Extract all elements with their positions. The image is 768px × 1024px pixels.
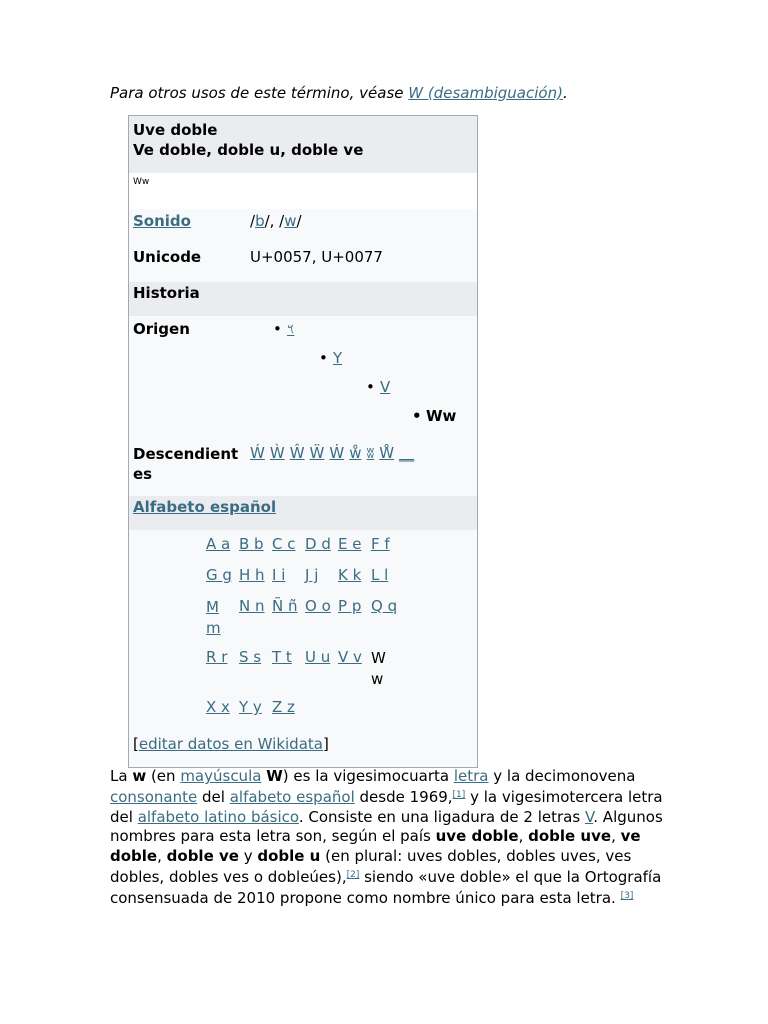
letter-link[interactable]: P p — [338, 597, 362, 615]
text: ) es la vigesimocuarta — [282, 767, 454, 785]
letter-link[interactable]: V v — [338, 648, 362, 666]
descendant-link[interactable]: Ẇ — [329, 444, 345, 462]
letter-link[interactable]: E e — [338, 535, 362, 553]
bold-term: ve doble — [110, 827, 641, 865]
slash: /, / — [264, 212, 285, 230]
historia-heading: Historia — [129, 282, 477, 316]
bold-term: doble u — [257, 846, 321, 865]
bracket: ] — [322, 735, 329, 753]
row-origen — [129, 316, 477, 442]
letter-link[interactable]: Ñ ñ — [272, 597, 298, 615]
letter-link[interactable]: O o — [305, 597, 331, 615]
slash: / — [250, 212, 256, 230]
letter-link[interactable]: M m — [206, 598, 221, 637]
text: . Algunos nombres para esta letra son, según el país — [110, 807, 663, 846]
letter-link[interactable]: F f — [371, 535, 390, 553]
text: , — [157, 846, 167, 865]
bracket: [ — [133, 735, 139, 753]
descendant-link[interactable]: ẘ — [349, 444, 362, 462]
descendant-link[interactable]: Ẅ — [309, 444, 325, 462]
text: , — [611, 827, 621, 846]
letter-link[interactable]: K k — [338, 566, 362, 584]
alfabeto-latino-basico-link[interactable]: alfabeto latino básico — [137, 807, 299, 826]
origen-item: • Ww — [412, 407, 457, 425]
sonido-value — [250, 212, 302, 230]
text: . Consiste en una ligadura de 2 letras — [298, 807, 585, 826]
bold-term: W — [266, 767, 283, 785]
unicode-label: Unicode — [133, 248, 202, 266]
alfabeto-heading-row — [129, 496, 477, 530]
letter-link[interactable]: Y y — [239, 698, 262, 716]
slash: / — [296, 212, 302, 230]
text: (en plural: uves dobles, dobles uves, ves dobles, dobles ves o dobleúes), — [110, 846, 632, 887]
bold-term: doble uve — [528, 827, 612, 846]
mayuscula-link[interactable]: mayúscula — [180, 767, 262, 785]
letter-link[interactable]: N n — [239, 597, 265, 615]
letter-link[interactable]: Q q — [371, 597, 398, 615]
alfabeto-espanol-link[interactable]: Alfabeto español — [133, 498, 277, 516]
origen-phoenician-link[interactable]: 𐤅 — [287, 320, 295, 338]
origen-item: • 𐤅 — [273, 320, 295, 338]
letter-link[interactable]: X x — [206, 698, 230, 716]
descendant-link[interactable]: ʬ — [366, 444, 375, 462]
alfabeto-espanol-link[interactable]: alfabeto español — [229, 788, 355, 807]
descendientes-label — [133, 444, 238, 484]
letter-link[interactable]: B b — [239, 535, 264, 553]
hatnote — [110, 84, 568, 102]
phoneme-b-link[interactable]: b — [255, 212, 265, 230]
text: desde 1969, — [354, 788, 453, 807]
reference-link[interactable]: [2] — [346, 870, 360, 881]
reference-link[interactable]: [3] — [620, 891, 634, 902]
descendant-link[interactable]: __ — [399, 444, 415, 462]
descendant-link[interactable]: Ẁ — [269, 444, 285, 462]
letter-link[interactable]: T t — [272, 648, 292, 666]
origen-label: Origen — [133, 320, 190, 338]
reference-link[interactable]: [1] — [452, 790, 466, 801]
infobox — [128, 115, 478, 768]
bold-term: doble ve — [166, 846, 239, 865]
infobox-title-alt: Ve doble, doble u, doble ve — [133, 141, 364, 159]
edit-wikidata-link[interactable]: editar datos en Wikidata — [138, 735, 323, 753]
origen-item: • Υ — [319, 349, 343, 367]
hatnote-prefix: Para otros usos de este término, véase — [110, 84, 409, 102]
bold-term: uve doble — [435, 827, 519, 846]
label-line: Descendient — [133, 445, 239, 463]
disambiguation-link[interactable]: W (desambiguación) — [408, 84, 563, 102]
infobox-image[interactable] — [129, 173, 477, 209]
image-caption: Ww — [133, 177, 150, 187]
text: y la vigesimotercera letra del — [110, 788, 663, 826]
sonido-link[interactable]: Sonido — [133, 212, 191, 230]
article-paragraph — [110, 767, 670, 909]
letter-link[interactable]: R r — [206, 648, 228, 666]
origen-upsilon-link[interactable]: Υ — [333, 349, 343, 367]
phoneme-w-link[interactable]: w — [284, 212, 297, 230]
descendant-link[interactable]: W̊ — [379, 444, 395, 462]
text: , — [518, 827, 529, 846]
text: La — [110, 767, 133, 785]
text: del — [197, 788, 230, 807]
origen-v-link[interactable]: V — [380, 378, 391, 396]
infobox-title-main: Uve doble — [133, 121, 218, 139]
text: (en — [146, 767, 181, 785]
letter-link[interactable]: L l — [371, 566, 389, 584]
infobox-title — [129, 116, 477, 173]
origen-current: Ww — [426, 407, 457, 425]
letter-link[interactable]: U u — [305, 648, 331, 666]
letter-link[interactable]: J j — [305, 566, 319, 584]
letter-link[interactable]: I i — [272, 566, 286, 584]
letter-link[interactable]: H h — [239, 566, 265, 584]
bold-term: w — [132, 767, 147, 785]
label-line: es — [133, 465, 153, 483]
letter-link[interactable]: Z z — [272, 698, 295, 716]
text: y la decimonovena — [488, 767, 636, 785]
letter-link[interactable]: A a — [206, 535, 231, 553]
unicode-value: U+0057, U+0077 — [250, 248, 383, 266]
letter-link[interactable]: D d — [305, 535, 331, 553]
descendant-link[interactable]: Ẃ — [250, 444, 265, 462]
text: siendo «uve doble» el que la Ortografía consensuada de 2010 propone como nombre único para esta letra. — [110, 868, 662, 908]
letter-link[interactable]: C c — [272, 535, 296, 553]
letter-link[interactable]: S s — [239, 648, 262, 666]
wikidata-edit — [133, 735, 329, 753]
letter-link[interactable]: G g — [206, 566, 232, 584]
descendientes-list — [250, 444, 419, 462]
row-sonido — [129, 210, 477, 246]
row-descendientes — [129, 442, 477, 496]
letra-link[interactable]: letra — [453, 767, 489, 785]
letter-current: W w — [371, 649, 386, 688]
text: y — [238, 846, 258, 865]
descendant-link[interactable]: Ŵ — [289, 444, 305, 462]
row-unicode — [129, 246, 477, 282]
hatnote-suffix: . — [562, 84, 568, 102]
origen-item: • V — [366, 378, 391, 396]
consonante-link[interactable]: consonante — [110, 788, 198, 807]
letter-v-link[interactable]: V — [584, 807, 594, 826]
